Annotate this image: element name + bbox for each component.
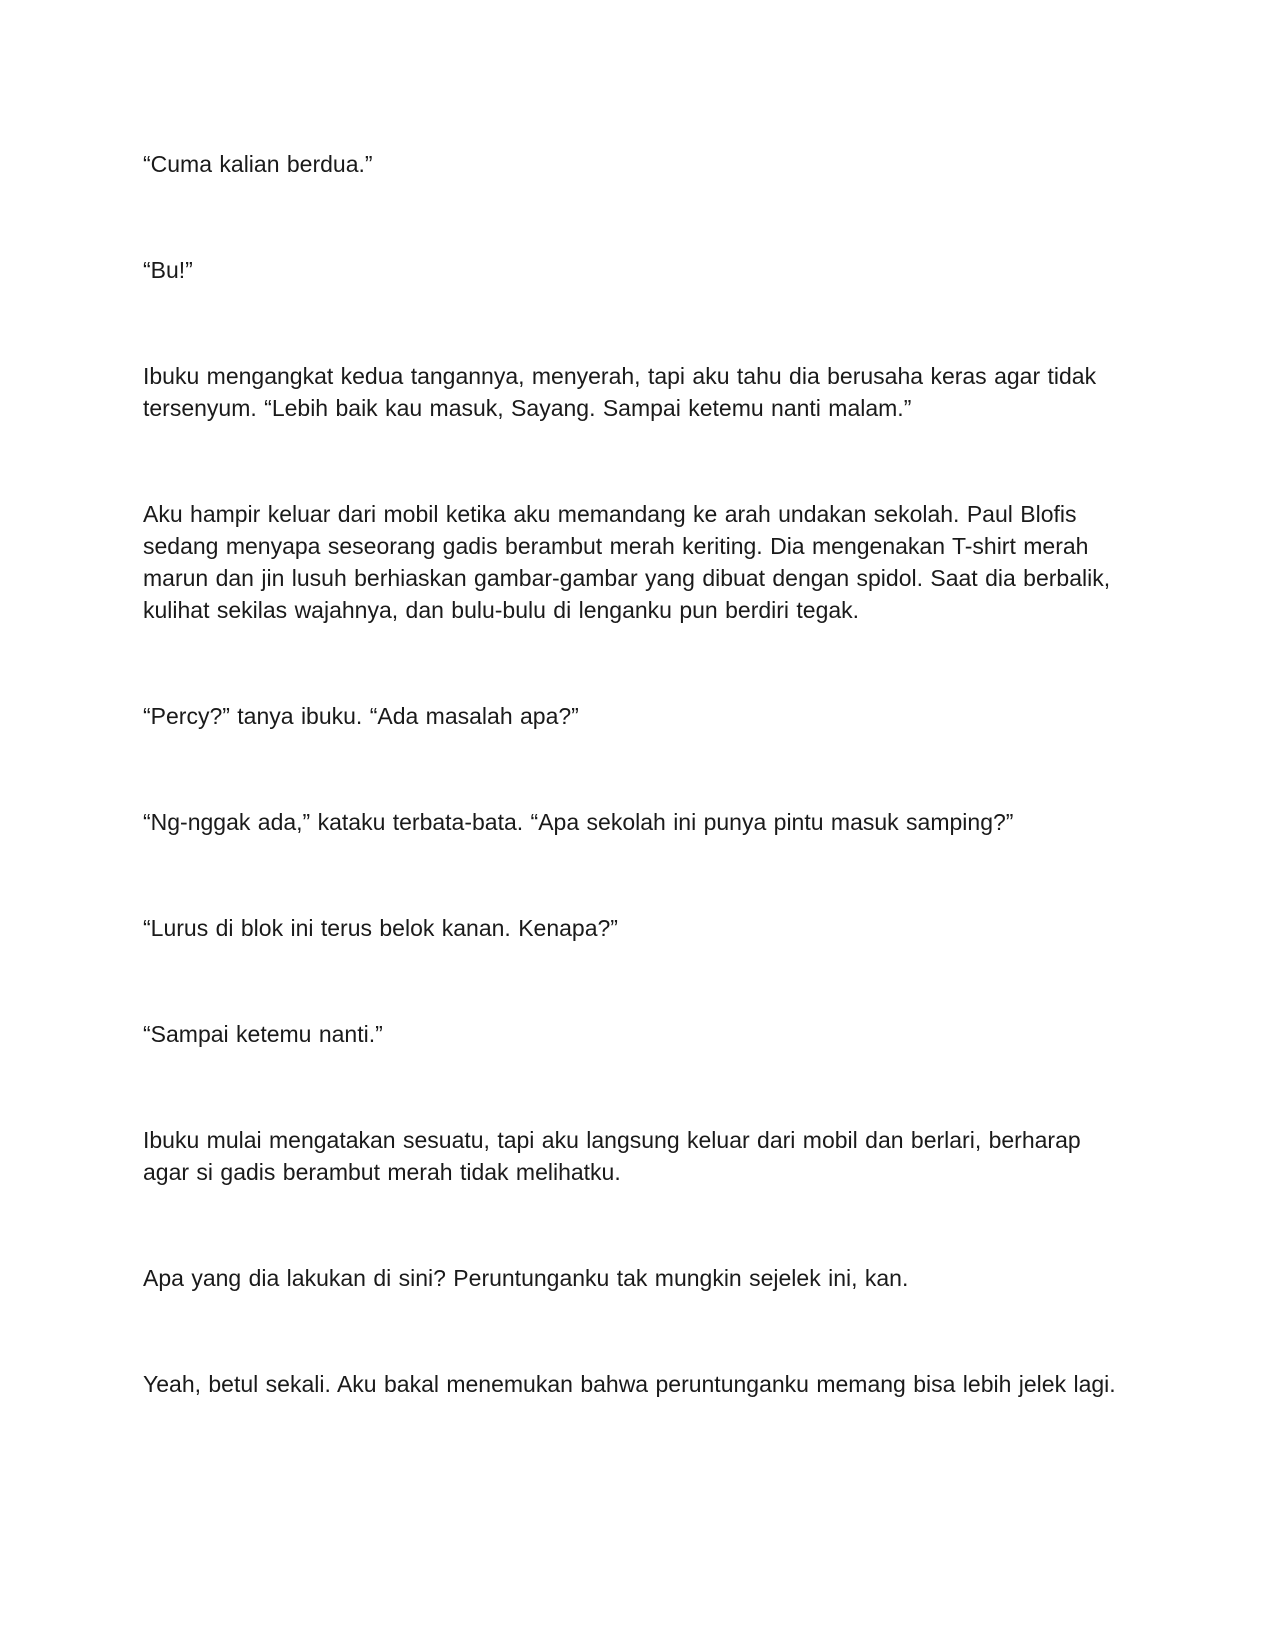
document-paragraph: “Cuma kalian berdua.” xyxy=(143,151,373,177)
document-paragraph: Apa yang dia lakukan di sini? Peruntunganku tak mungkin sejelek ini, kan. xyxy=(143,1265,909,1291)
document-paragraph: “Percy?” tanya ibuku. “Ada masalah apa?” xyxy=(143,703,579,729)
document-paragraph: “Sampai ketemu nanti.” xyxy=(143,1021,383,1047)
document-paragraph: Aku hampir keluar dari mobil ketika aku memandang ke arah undakan sekolah. Paul Blofis sedang menyapa seseorang gadis berambut merah keriting. Dia mengenakan T-shirt merah marun dan jin lusuh berhiaskan gambar-gambar yang dibuat dengan spidol. Saat dia berbalik, kulihat sekilas wajahnya, dan bulu-bulu di lenganku pun berdiri tegak. xyxy=(143,501,1111,623)
document-paragraph: “Ng-nggak ada,” kataku terbata-bata. “Apa sekolah ini punya pintu masuk samping?” xyxy=(143,809,1014,835)
document-paragraph: Yeah, betul sekali. Aku bakal menemukan bahwa peruntunganku memang bisa lebih jelek lagi. xyxy=(143,1371,1116,1397)
document-body xyxy=(143,148,1132,1400)
document-paragraph: Ibuku mengangkat kedua tangannya, menyerah, tapi aku tahu dia berusaha keras agar tidak tersenyum. “Lebih baik kau masuk, Sayang. Sampai ketemu nanti malam.” xyxy=(143,363,1097,421)
document-paragraph: “Lurus di blok ini terus belok kanan. Kenapa?” xyxy=(143,915,618,941)
document-paragraph: “Bu!” xyxy=(143,257,193,283)
document-paragraph: Ibuku mulai mengatakan sesuatu, tapi aku langsung keluar dari mobil dan berlari, berharap agar si gadis berambut merah tidak melihatku. xyxy=(143,1127,1081,1185)
